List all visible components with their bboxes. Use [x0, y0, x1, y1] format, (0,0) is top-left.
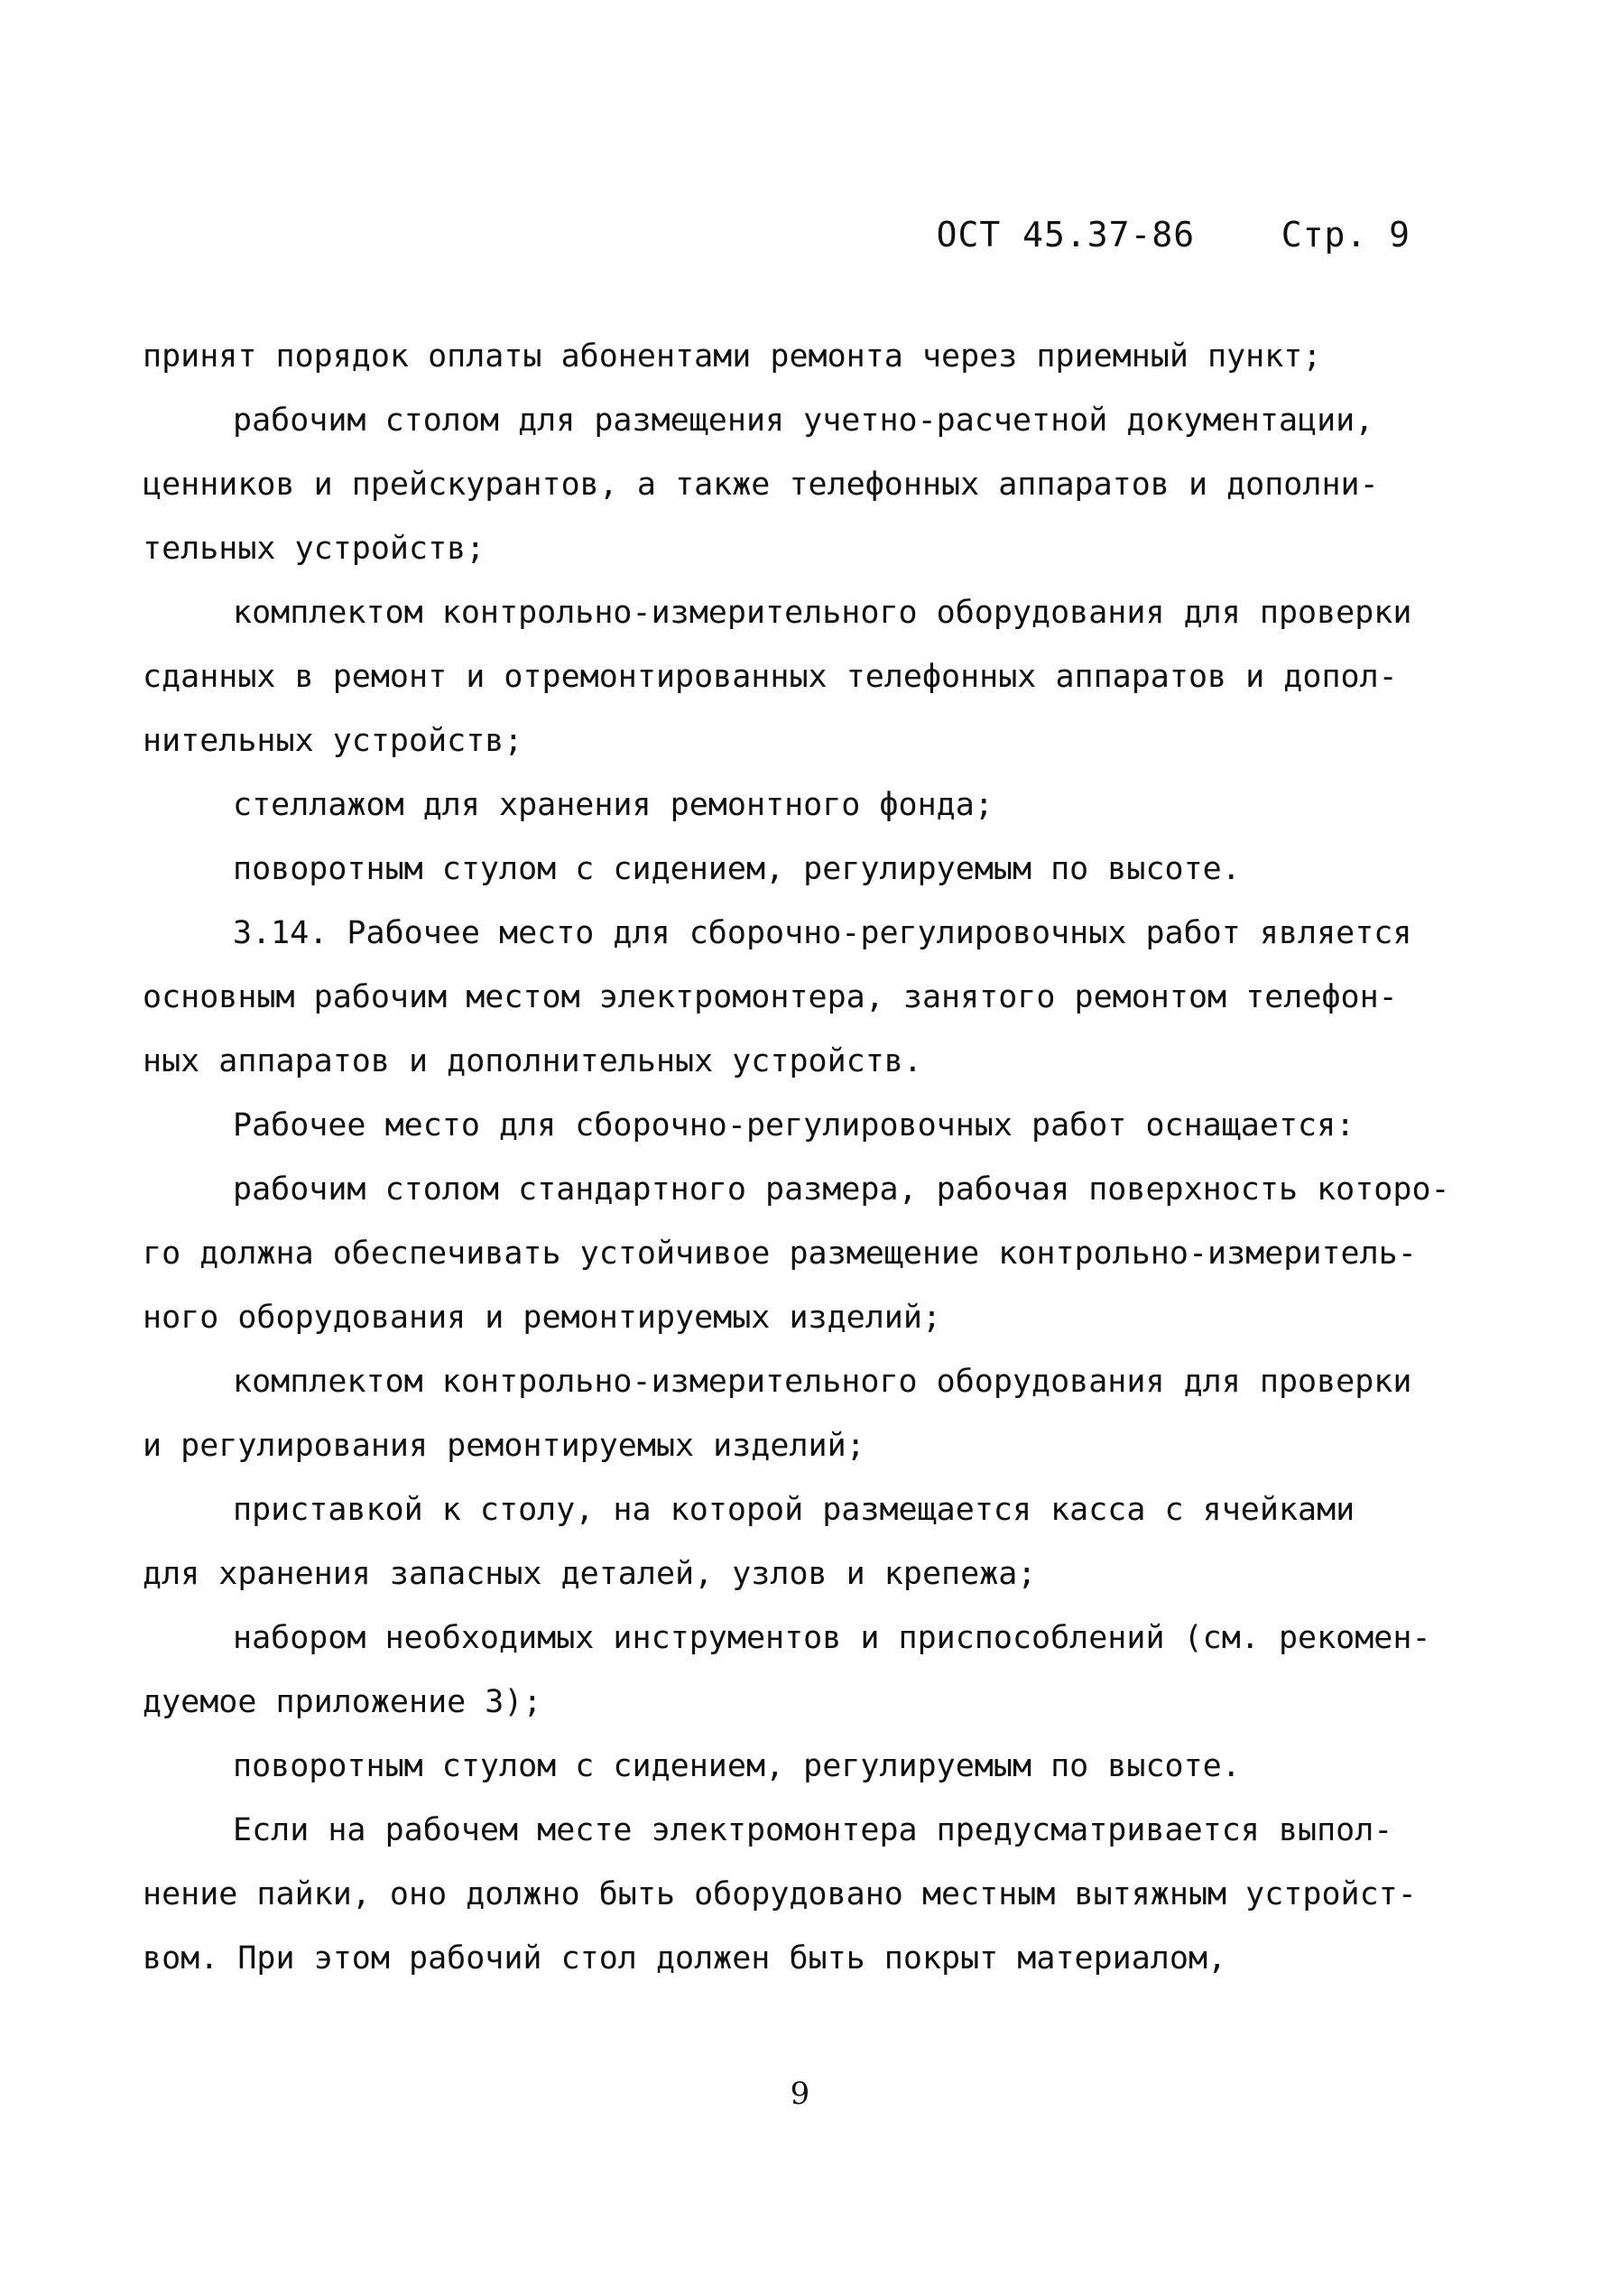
text-line: Если на рабочем месте электромонтера предусматривается выпол- [233, 1812, 1393, 1848]
text-line: принят порядок оплаты абонентами ремонта через приемный пункт; [143, 338, 1322, 375]
text-line: нение пайки, оно должно быть оборудовано местным вытяжным устройст- [143, 1876, 1417, 1912]
text-line: тельных устройств; [143, 531, 486, 567]
document-id: ОСТ 45.37-86 [936, 215, 1196, 255]
text-line: го должна обеспечивать устойчивое размещение контрольно-измеритель- [143, 1236, 1417, 1272]
section-heading-line: 3.14. Рабочее место для сборочно-регулировочных работ является [233, 915, 1412, 951]
text-line: комплектом контрольно-измерительного оборудования для проверки [233, 595, 1412, 631]
text-line: рабочим столом для размещения учетно-расчетной документации, [233, 403, 1374, 439]
text-line: основным рабочим местом электромонтера, занятого ремонтом телефон- [143, 979, 1398, 1015]
text-line: приставкой к столу, на которой размещается касса с ячейками [233, 1492, 1355, 1528]
text-line: для хранения запасных деталей, узлов и крепежа; [143, 1556, 1037, 1592]
text-line: дуемое приложение 3); [143, 1684, 542, 1720]
text-line: и регулирования ремонтируемых изделий; [143, 1428, 865, 1464]
text-line: набором необходимых инструментов и приспособлений (см. рекомен- [233, 1620, 1431, 1656]
text-line: поворотным стулом с сидением, регулируемым по высоте. [233, 1748, 1241, 1784]
text-line: поворотным стулом с сидением, регулируемым по высоте. [233, 851, 1241, 887]
text-line: комплектом контрольно-измерительного оборудования для проверки [233, 1364, 1412, 1400]
text-line: рабочим столом стандартного размера, рабочая поверхность которо- [233, 1171, 1450, 1208]
text-line: сданных в ремонт и отремонтированных телефонных аппаратов и допол- [143, 659, 1398, 695]
text-line: стеллажом для хранения ремонтного фонда; [233, 787, 994, 823]
page-label: Стр. 9 [1281, 215, 1410, 255]
document-body [143, 325, 1450, 1991]
text-line: нительных устройств; [143, 723, 523, 759]
page-number: 9 [790, 2076, 810, 2112]
text-line: ных аппаратов и дополнительных устройств. [143, 1043, 922, 1079]
text-line: вом. При этом рабочий стол должен быть покрыт материалом, [143, 1940, 1227, 1977]
text-line: ценников и прейскурантов, а также телефонных аппаратов и дополни- [143, 467, 1379, 503]
page-header [937, 215, 1410, 255]
text-line: Рабочее место для сборочно-регулировочных работ оснащается: [233, 1107, 1355, 1143]
text-line: ного оборудования и ремонтируемых изделий; [143, 1300, 942, 1336]
